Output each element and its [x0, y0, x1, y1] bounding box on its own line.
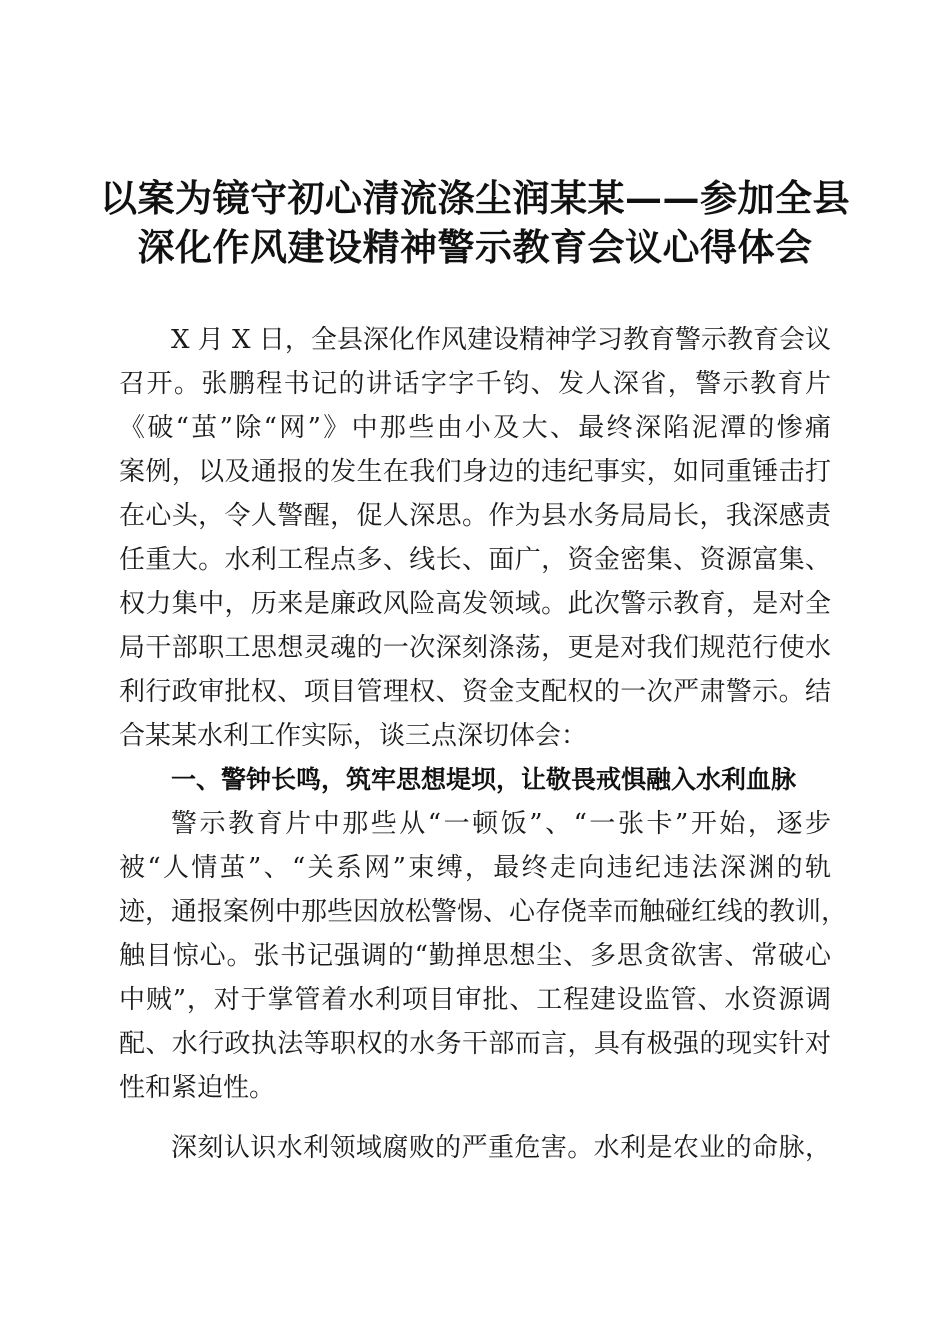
section-heading-1: 一、警钟长鸣，筑牢思想堤坝，让敬畏戒惧融入水利血脉 — [171, 765, 797, 794]
text-line: 被“人情茧”、“关系网”束缚，最终走向违纪违法深渊的轨 — [119, 853, 831, 883]
text-line: 局干部职工思想灵魂的一次深刻涤荡，更是对我们规范行使水 — [119, 633, 831, 663]
text-line: 性和紧迫性。 — [119, 1073, 276, 1103]
text-line: 配、水行政执法等职权的水务干部而言，具有极强的现实针对 — [119, 1029, 831, 1059]
document-body — [119, 318, 848, 1170]
text-line: 迹，通报案例中那些因放松警惕、心存侥幸而触碰红线的教训， — [119, 897, 848, 927]
paragraph-intro — [119, 318, 831, 758]
text-line: 合某某水利工作实际，谈三点深切体会： — [119, 721, 588, 751]
text-line: 深刻认识水利领域腐败的严重危害。水利是农业的命脉， — [171, 1133, 831, 1163]
paragraph-section-1 — [119, 802, 848, 1110]
text-line: 《破“茧”除“网”》中那些由小及大、最终深陷泥潭的惨痛 — [119, 413, 831, 443]
text-line: 权力集中，历来是廉政风险高发领域。此次警示教育，是对全 — [119, 589, 831, 619]
text-line: X 月 X 日，全县深化作风建设精神学习教育警示教育会议 — [171, 325, 831, 355]
title-line-2: 深化作风建设精神警示教育会议心得体会 — [137, 225, 813, 269]
text-line: 案例，以及通报的发生在我们身边的违纪事实，如同重锤击打 — [119, 457, 831, 487]
text-line: 警示教育片中那些从“一顿饭”、“一张卡”开始，逐步 — [171, 809, 831, 839]
paragraph-section-1b — [119, 1126, 831, 1170]
text-line: 召开。张鹏程书记的讲话字字千钧、发人深省，警示教育片 — [119, 369, 831, 399]
document-title — [60, 174, 890, 272]
text-line: 任重大。水利工程点多、线长、面广，资金密集、资源富集、 — [119, 545, 831, 575]
text-line: 利行政审批权、项目管理权、资金支配权的一次严肃警示。结 — [119, 677, 831, 707]
text-line: 触目惊心。张书记强调的“勤掸思想尘、多思贪欲害、常破心 — [119, 941, 831, 971]
title-line-1: 以案为镜守初心清流涤尘润某某——参加全县 — [100, 176, 850, 220]
paragraph-spacer — [119, 1110, 831, 1126]
text-line: 中贼”，对于掌管着水利项目审批、工程建设监管、水资源调 — [119, 985, 831, 1015]
text-line: 在心头，令人警醒，促人深思。作为县水务局局长，我深感责 — [119, 501, 831, 531]
